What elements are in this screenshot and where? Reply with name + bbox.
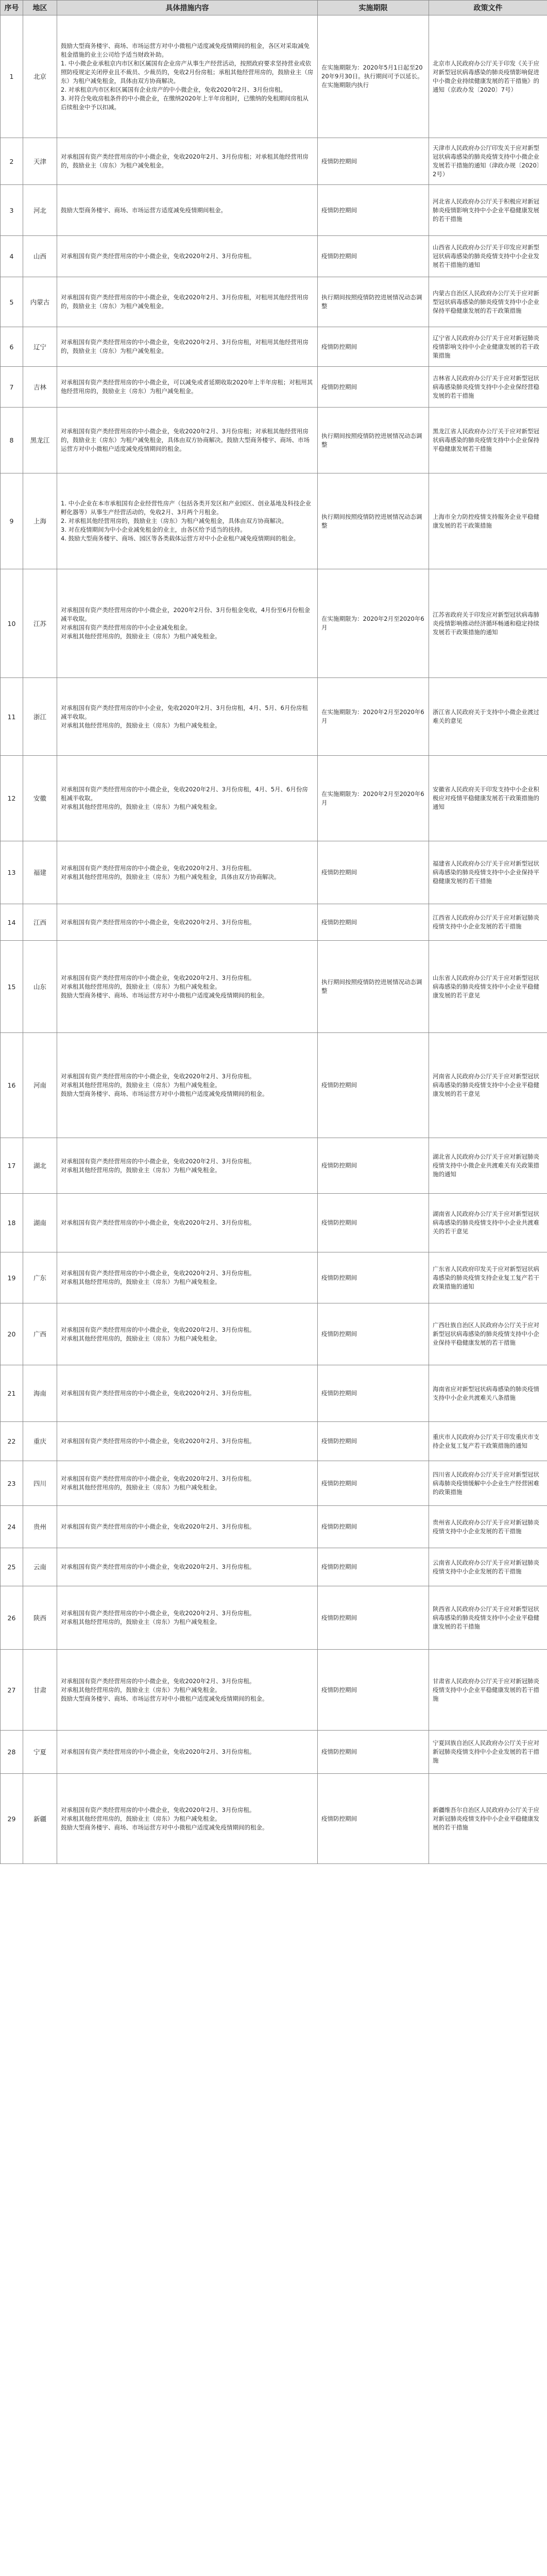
row-policy: 新疆维吾尔自治区人民政府办公厅关于应对新冠肺炎疫情支持中小企业平稳健康发展的若干措施 xyxy=(429,1774,547,1864)
row-measure: 对承租国有资产类经营用房的中小微企业，免收2020年2月、3月份房租。 对承租其他经营用房的，鼓励业主（房东）为租户减免租金。 鼓励大型商务楼宇、商场、市场运营方对中小微租户适度减免疫情期间的租金。 xyxy=(57,1033,318,1138)
row-period: 疫情防控期间 xyxy=(318,1194,429,1252)
header-measure: 具体措施内容 xyxy=(57,1,318,15)
row-policy: 湖南省人民政府办公厅关于应对新型冠状病毒感染的肺炎疫情支持中小企业共渡难关的若干意见 xyxy=(429,1194,547,1252)
row-period: 疫情防控期间 xyxy=(318,236,429,277)
row-region: 四川 xyxy=(23,1461,57,1506)
row-region: 广东 xyxy=(23,1252,57,1303)
row-policy: 内蒙古自治区人民政府办公厅关于应对新型冠状病毒感染的肺炎疫情支持中小企业保持平稳健康发展的若干政策措施 xyxy=(429,277,547,327)
row-period: 疫情防控期间 xyxy=(318,1731,429,1774)
row-period: 疫情防控期间 xyxy=(318,1365,429,1422)
table-row xyxy=(1,367,547,408)
row-measure: 对承租国有资产类经营用房的中小微企业，免收2020年2月、3月份房租。 xyxy=(57,1506,318,1548)
row-number: 28 xyxy=(1,1731,23,1774)
row-measure: 对承租国有资产类经营用房的中小微企业，免收2020年2月、3月份房租。 对承租其他经营用房的，鼓励业主（房东）为租户减免租金。 鼓励大型商务楼宇、商场、市场运营方对中小微租户适度减免疫情期间的租金。 xyxy=(57,1650,318,1731)
row-region: 湖北 xyxy=(23,1138,57,1194)
row-region: 北京 xyxy=(23,15,57,138)
row-policy: 安徽省人民政府关于印发支持中小企业积极应对疫情平稳健康发展若干政策措施的通知 xyxy=(429,756,547,841)
row-period: 疫情防控期间 xyxy=(318,1650,429,1731)
row-measure: 鼓励大型商务楼宇、商场、市场运营方适度减免疫情期间租金。 xyxy=(57,185,318,236)
row-region: 山东 xyxy=(23,941,57,1033)
row-number: 5 xyxy=(1,277,23,327)
row-region: 辽宁 xyxy=(23,327,57,367)
row-period: 疫情防控期间 xyxy=(318,1774,429,1864)
row-policy: 吉林省人民政府办公厅关于应对新型冠状病毒感染肺炎疫情支持中小企业保经营稳发展的若干措施 xyxy=(429,367,547,408)
row-measure: 对承租国有资产类经营用房的中小微企业，免收2020年2月、3月份房租，对租用其他经营用房的，鼓励业主（房东）为租户减免租金。 xyxy=(57,327,318,367)
row-period: 在实施期限为：2020年5月1日起至2020年9月30日。执行期间可予以延长。在实施期限内执行 xyxy=(318,15,429,138)
row-measure: 对承租国有资产类经营用房的中小微企业，免收2020年2月、3月份房租。 xyxy=(57,1422,318,1461)
row-number: 3 xyxy=(1,185,23,236)
table-row xyxy=(1,941,547,1033)
row-policy: 宁夏回族自治区人民政府办公厅关于应对新冠肺炎疫情支持中小企业发展的若干措施 xyxy=(429,1731,547,1774)
row-period: 疫情防控期间 xyxy=(318,1548,429,1586)
table-row xyxy=(1,236,547,277)
row-region: 重庆 xyxy=(23,1422,57,1461)
row-region: 天津 xyxy=(23,138,57,185)
row-number: 6 xyxy=(1,327,23,367)
row-period: 执行期间按照疫情防控进展情况动态调整 xyxy=(318,941,429,1033)
row-policy: 江苏省政府关于印发应对新型冠状病毒肺炎疫情影响推动经济循环畅通和稳定持续发展若干政策措施的通知 xyxy=(429,569,547,678)
row-region: 安徽 xyxy=(23,756,57,841)
row-region: 江苏 xyxy=(23,569,57,678)
row-region: 福建 xyxy=(23,841,57,904)
row-measure: 对承租国有资产类经营用房的中小微企业，免收2020年2月、3月份房租。 xyxy=(57,1194,318,1252)
row-region: 浙江 xyxy=(23,678,57,756)
row-period: 在实施期限为：2020年2月至2020年6月 xyxy=(318,756,429,841)
row-period: 疫情防控期间 xyxy=(318,327,429,367)
table-row xyxy=(1,1252,547,1303)
table-row xyxy=(1,1461,547,1506)
table-row xyxy=(1,1506,547,1548)
row-measure: 1. 中小企业在本市承租国有企业经营性房产（包括各类开发区和产业园区、创业基地及科技企业孵化器等）从事生产经营活动的，免收2月、3月两个月租金。 2. 对承租其他经营用房的，鼓励业主（房东）为租户减免租金，具体由双方协商解决。 3. 对在疫情期间为中小企业减免租金的业主，由各区给予适当的扶持。 4. 鼓励大型商务楼宇、商场、园区等各类载体运营方对中小企业租户减免疫情期间的租金。 xyxy=(57,473,318,569)
row-region: 广西 xyxy=(23,1303,57,1365)
row-measure: 对承租国有资产类经营用房的中小微企业，免收2020年2月、3月份房租。 对承租其他经营用房的，鼓励业主（房东）为租户减免租金。 鼓励大型商务楼宇、商场、市场运营方对中小微租户适度减免疫情期间的租金。 xyxy=(57,941,318,1033)
row-period: 疫情防控期间 xyxy=(318,841,429,904)
row-number: 2 xyxy=(1,138,23,185)
table-row xyxy=(1,408,547,473)
table-row xyxy=(1,1650,547,1731)
table-body xyxy=(1,15,547,1864)
row-period: 在实施期限为：2020年2月至2020年6月 xyxy=(318,678,429,756)
header-region: 地区 xyxy=(23,1,57,15)
row-period: 疫情防控期间 xyxy=(318,1303,429,1365)
table-row xyxy=(1,138,547,185)
table-row xyxy=(1,473,547,569)
row-region: 黑龙江 xyxy=(23,408,57,473)
row-number: 8 xyxy=(1,408,23,473)
row-period: 执行期间按照疫情防控进展情况动态调整 xyxy=(318,473,429,569)
table-row xyxy=(1,1194,547,1252)
row-number: 15 xyxy=(1,941,23,1033)
row-region: 湖南 xyxy=(23,1194,57,1252)
row-period: 在实施期限为：2020年2月至2020年6月 xyxy=(318,569,429,678)
row-number: 16 xyxy=(1,1033,23,1138)
table-row xyxy=(1,678,547,756)
row-policy: 甘肃省人民政府办公厅关于应对新冠肺炎疫情支持中小企业平稳健康发展的若干措施 xyxy=(429,1650,547,1731)
table-row xyxy=(1,1303,547,1365)
row-policy: 北京市人民政府办公厅关于印发《关于应对新型冠状病毒感染的肺炎疫情影响促进中小微企业持续健康发展的若干措施》的通知（京政办发〔2020〕7号） xyxy=(429,15,547,138)
row-policy: 四川省人民政府办公厅关于应对新型冠状病毒肺炎疫情缓解中小企业生产经营困难的政策措施 xyxy=(429,1461,547,1506)
row-measure: 对承租国有资产类经营用房的中小微企业，免收2020年2月、3月份房租。 xyxy=(57,1548,318,1586)
row-measure: 对承租国有资产类经营用房的中小微企业，免收2020年2月、3月份房租。 xyxy=(57,1731,318,1774)
row-period: 执行期间按照疫情防控进展情况动态调整 xyxy=(318,277,429,327)
table-row xyxy=(1,904,547,941)
row-measure: 对承租国有资产类经营用房的中小企业，免收2020年2月、3月份房租，4月、5月、6月份房租减半收取。 对承租其他经营用房的，鼓励业主（房东）为租户减免租金。 xyxy=(57,678,318,756)
row-policy: 海南省应对新型冠状病毒感染的肺炎疫情支持中小企业共渡难关八条措施 xyxy=(429,1365,547,1422)
row-region: 宁夏 xyxy=(23,1731,57,1774)
row-policy: 广东省人民政府印发关于应对新型冠状病毒感染的肺炎疫情支持企业复工复产若干政策措施的通知 xyxy=(429,1252,547,1303)
row-policy: 黑龙江省人民政府办公厅关于应对新型冠状病毒感染的肺炎疫情支持中小企业保持平稳健康发展若干措施 xyxy=(429,408,547,473)
row-region: 上海 xyxy=(23,473,57,569)
row-number: 27 xyxy=(1,1650,23,1731)
row-measure: 对承租国有资产类经营用房的中小微企业，免收2020年2月、3月份房租。 对承租其他经营用房的，鼓励业主（房东）为租户减免租金。 xyxy=(57,1461,318,1506)
row-period: 执行期间按照疫情防控进展情况动态调整 xyxy=(318,408,429,473)
row-policy: 河南省人民政府办公厅关于应对新型冠状病毒感染的肺炎疫情支持中小企业平稳健康发展的若干意见 xyxy=(429,1033,547,1138)
row-period: 疫情防控期间 xyxy=(318,1506,429,1548)
row-policy: 河北省人民政府办公厅关于积极应对新冠肺炎疫情影响支持中小企业平稳健康发展的若干措施 xyxy=(429,185,547,236)
row-measure: 对承租国有资产类经营用房的中小微企业，免收2020年2月、3月份房租。 xyxy=(57,1365,318,1422)
row-policy: 云南省人民政府办公厅关于应对新冠肺炎疫情支持中小企业发展的若干措施 xyxy=(429,1548,547,1586)
row-number: 25 xyxy=(1,1548,23,1586)
row-number: 9 xyxy=(1,473,23,569)
table-row xyxy=(1,1586,547,1650)
table-row xyxy=(1,1774,547,1864)
row-policy: 陕西省人民政府办公厅关于应对新型冠状病毒感染的肺炎疫情支持中小企业平稳健康发展的若干措施 xyxy=(429,1586,547,1650)
row-measure: 对承租国有资产类经营用房的中小微企业，免收2020年2月、3月份房租；对承租其他经营用房的，鼓励业主（房东）为租户减免租金，具体由双方协商解决。鼓励大型商务楼宇、商场、市场运营方对中小微租户适度减免疫情期间的租金。 xyxy=(57,408,318,473)
row-number: 23 xyxy=(1,1461,23,1506)
row-region: 江西 xyxy=(23,904,57,941)
row-measure: 对承租国有资产类经营用房的中小微企业，免收2020年2月、3月份房租。 对承租其他经营用房的，鼓励业主（房东）为租户减免租金。 xyxy=(57,1252,318,1303)
row-measure: 对承租国有资产类经营用房的中小微企业，免收2020年2月、3月份房租，4月、5月、6月份房租减半收取。 对承租其他经营用房的，鼓励业主（房东）为租户减免租金。 xyxy=(57,756,318,841)
header-period: 实施期限 xyxy=(318,1,429,15)
row-number: 1 xyxy=(1,15,23,138)
header-no: 序号 xyxy=(1,1,23,15)
row-number: 4 xyxy=(1,236,23,277)
row-measure: 对承租国有资产类经营用房的中小微企业，免收2020年2月、3月份房租。 xyxy=(57,236,318,277)
row-measure: 对承租国有资产类经营用房的中小微企业，免收2020年2月、3月份房租。 对承租其他经营用房的，鼓励业主（房东）为租户减免租金。 xyxy=(57,1303,318,1365)
table-row xyxy=(1,185,547,236)
row-policy: 湖北省人民政府办公厅关于应对新冠肺炎疫情支持中小微企业共渡难关有关政策措施的通知 xyxy=(429,1138,547,1194)
row-number: 19 xyxy=(1,1252,23,1303)
row-period: 疫情防控期间 xyxy=(318,1138,429,1194)
row-policy: 江西省人民政府办公厅关于应对新冠肺炎疫情支持中小企业发展的若干措施 xyxy=(429,904,547,941)
row-number: 11 xyxy=(1,678,23,756)
row-number: 12 xyxy=(1,756,23,841)
row-number: 7 xyxy=(1,367,23,408)
row-measure: 鼓励大型商务楼宇、商场、市场运营方对中小微租户适度减免疫情期间的租金，各区对采取减免租金措施的业主公司给予适当财政补助。 1. 中小微企业承租京内市区和区属国有企业房产从事生产经营活动，按照政府要求坚持营业或依照防疫规定关闭停业且不裁员、少裁员的，免收2月份房租；承租其他经营用房的，鼓励业主（房东）为租户减免租金，具体由双方协商解决。 2. 对承租京内市区和区属国有企业房产的中小微企业，免收2020年2月、3月份房租。 3. 对符合免收房租条件的中小微企业，在缴纳2020年上半年房租时，已缴纳的免租期间房租从后续租金中予以扣减。 xyxy=(57,15,318,138)
row-measure: 对承租国有资产类经营用房的中小微企业，免收2020年2月、3月份房租。 对承租其他经营用房的，鼓励业主（房东）为租户减免租金，具体由双方协商解决。 xyxy=(57,841,318,904)
row-region: 新疆 xyxy=(23,1774,57,1864)
row-policy: 重庆市人民政府办公厅关于印发重庆市支持企业复工复产若干政策措施的通知 xyxy=(429,1422,547,1461)
row-number: 20 xyxy=(1,1303,23,1365)
row-measure: 对承租国有资产类经营用房的中小微企业，免收2020年2月、3月份房租。 对承租其他经营用房的，鼓励业主（房东）为租户减免租金。 xyxy=(57,1138,318,1194)
row-policy: 广西壮族自治区人民政府办公厅关于应对新型冠状病毒感染的肺炎疫情支持中小企业保持平稳健康发展的若干措施 xyxy=(429,1303,547,1365)
row-number: 26 xyxy=(1,1586,23,1650)
row-number: 29 xyxy=(1,1774,23,1864)
table-row xyxy=(1,1548,547,1586)
header-row xyxy=(1,1,547,15)
row-period: 疫情防控期间 xyxy=(318,185,429,236)
row-policy: 山西省人民政府办公厅关于印发应对新型冠状病毒感染的肺炎疫情支持中小企业发展若干措施的通知 xyxy=(429,236,547,277)
row-region: 河南 xyxy=(23,1033,57,1138)
row-policy: 浙江省人民政府关于支持中小微企业渡过难关的意见 xyxy=(429,678,547,756)
row-policy: 上海市全力防控疫情支持服务企业平稳健康发展的若干政策措施 xyxy=(429,473,547,569)
header-policy: 政策文件 xyxy=(429,1,547,15)
row-number: 22 xyxy=(1,1422,23,1461)
row-number: 13 xyxy=(1,841,23,904)
row-period: 疫情防控期间 xyxy=(318,1252,429,1303)
row-region: 陕西 xyxy=(23,1586,57,1650)
row-period: 疫情防控期间 xyxy=(318,367,429,408)
row-number: 18 xyxy=(1,1194,23,1252)
row-region: 贵州 xyxy=(23,1506,57,1548)
row-measure: 对承租国有资产类经营用房的中小微企业，可以减免或者延期收取2020年上半年房租；对租用其他经营用房的，鼓励业主（房东）为租户减免租金。 xyxy=(57,367,318,408)
row-policy: 山东省人民政府办公厅关于应对新型冠状病毒感染的肺炎疫情支持中小企业平稳健康发展的若干意见 xyxy=(429,941,547,1033)
row-measure: 对承租国有资产类经营用房的中小微企业，免收2020年2月、3月份房租。 对承租其他经营用房的，鼓励业主（房东）为租户减免租金。 xyxy=(57,1586,318,1650)
row-policy: 辽宁省人民政府办公厅关于应对新冠肺炎疫情影响支持中小企业健康发展的若干政策措施 xyxy=(429,327,547,367)
row-measure: 对承租国有资产类经营用房的中小微企业，免收2020年2月、3月份房租。 xyxy=(57,904,318,941)
table-row xyxy=(1,1731,547,1774)
row-number: 17 xyxy=(1,1138,23,1194)
table-row xyxy=(1,1365,547,1422)
table-row xyxy=(1,1138,547,1194)
row-period: 疫情防控期间 xyxy=(318,1422,429,1461)
row-period: 疫情防控期间 xyxy=(318,138,429,185)
row-region: 海南 xyxy=(23,1365,57,1422)
row-period: 疫情防控期间 xyxy=(318,1461,429,1506)
row-policy: 贵州省人民政府办公厅关于应对新冠肺炎疫情支持中小企业发展的若干措施 xyxy=(429,1506,547,1548)
table-row xyxy=(1,15,547,138)
table-row xyxy=(1,1422,547,1461)
row-policy: 天津市人民政府办公厅印发关于应对新型冠状病毒感染的肺炎疫情支持中小微企业发展若干措施的通知（津政办规〔2020〕2号） xyxy=(429,138,547,185)
row-policy: 福建省人民政府办公厅关于应对新型冠状病毒感染的肺炎疫情支持中小企业保持平稳健康发展的若干措施 xyxy=(429,841,547,904)
row-region: 内蒙古 xyxy=(23,277,57,327)
row-period: 疫情防控期间 xyxy=(318,1586,429,1650)
row-region: 河北 xyxy=(23,185,57,236)
row-number: 21 xyxy=(1,1365,23,1422)
row-region: 吉林 xyxy=(23,367,57,408)
row-period: 疫情防控期间 xyxy=(318,904,429,941)
row-period: 疫情防控期间 xyxy=(318,1033,429,1138)
table-row xyxy=(1,277,547,327)
table-row xyxy=(1,327,547,367)
row-measure: 对承租国有资产类经营用房的中小微企业，2020年2月份、3月份租金免收，4月份至6月份租金减半收取。 对承租国有资产类经营用房的中小企业减免租金。 对承租其他经营用房的，鼓励业主（房东）为租户减免租金。 xyxy=(57,569,318,678)
table-row xyxy=(1,569,547,678)
table-row xyxy=(1,1033,547,1138)
row-region: 甘肃 xyxy=(23,1650,57,1731)
table-header xyxy=(1,1,547,15)
row-measure: 对承租国有资产类经营用房的中小微企业，免收2020年2月、3月份房租，对租用其他经营用房的，鼓励业主（房东）为租户减免租金。 xyxy=(57,277,318,327)
row-number: 10 xyxy=(1,569,23,678)
table-row xyxy=(1,756,547,841)
table-row xyxy=(1,841,547,904)
row-measure: 对承租国有资产类经营用房的中小微企业，免收2020年2月、3月份房租；对承租其他经营用房的，鼓励业主（房东）为租户减免租金。 xyxy=(57,138,318,185)
row-number: 24 xyxy=(1,1506,23,1548)
row-number: 14 xyxy=(1,904,23,941)
row-measure: 对承租国有资产类经营用房的中小微企业，免收2020年2月、3月份房租。 对承租其他经营用房的，鼓励业主（房东）为租户减免租金。 鼓励大型商务楼宇、商场、市场运营方对中小微租户适度减免疫情期间的租金。 xyxy=(57,1774,318,1864)
row-region: 云南 xyxy=(23,1548,57,1586)
row-region: 山西 xyxy=(23,236,57,277)
